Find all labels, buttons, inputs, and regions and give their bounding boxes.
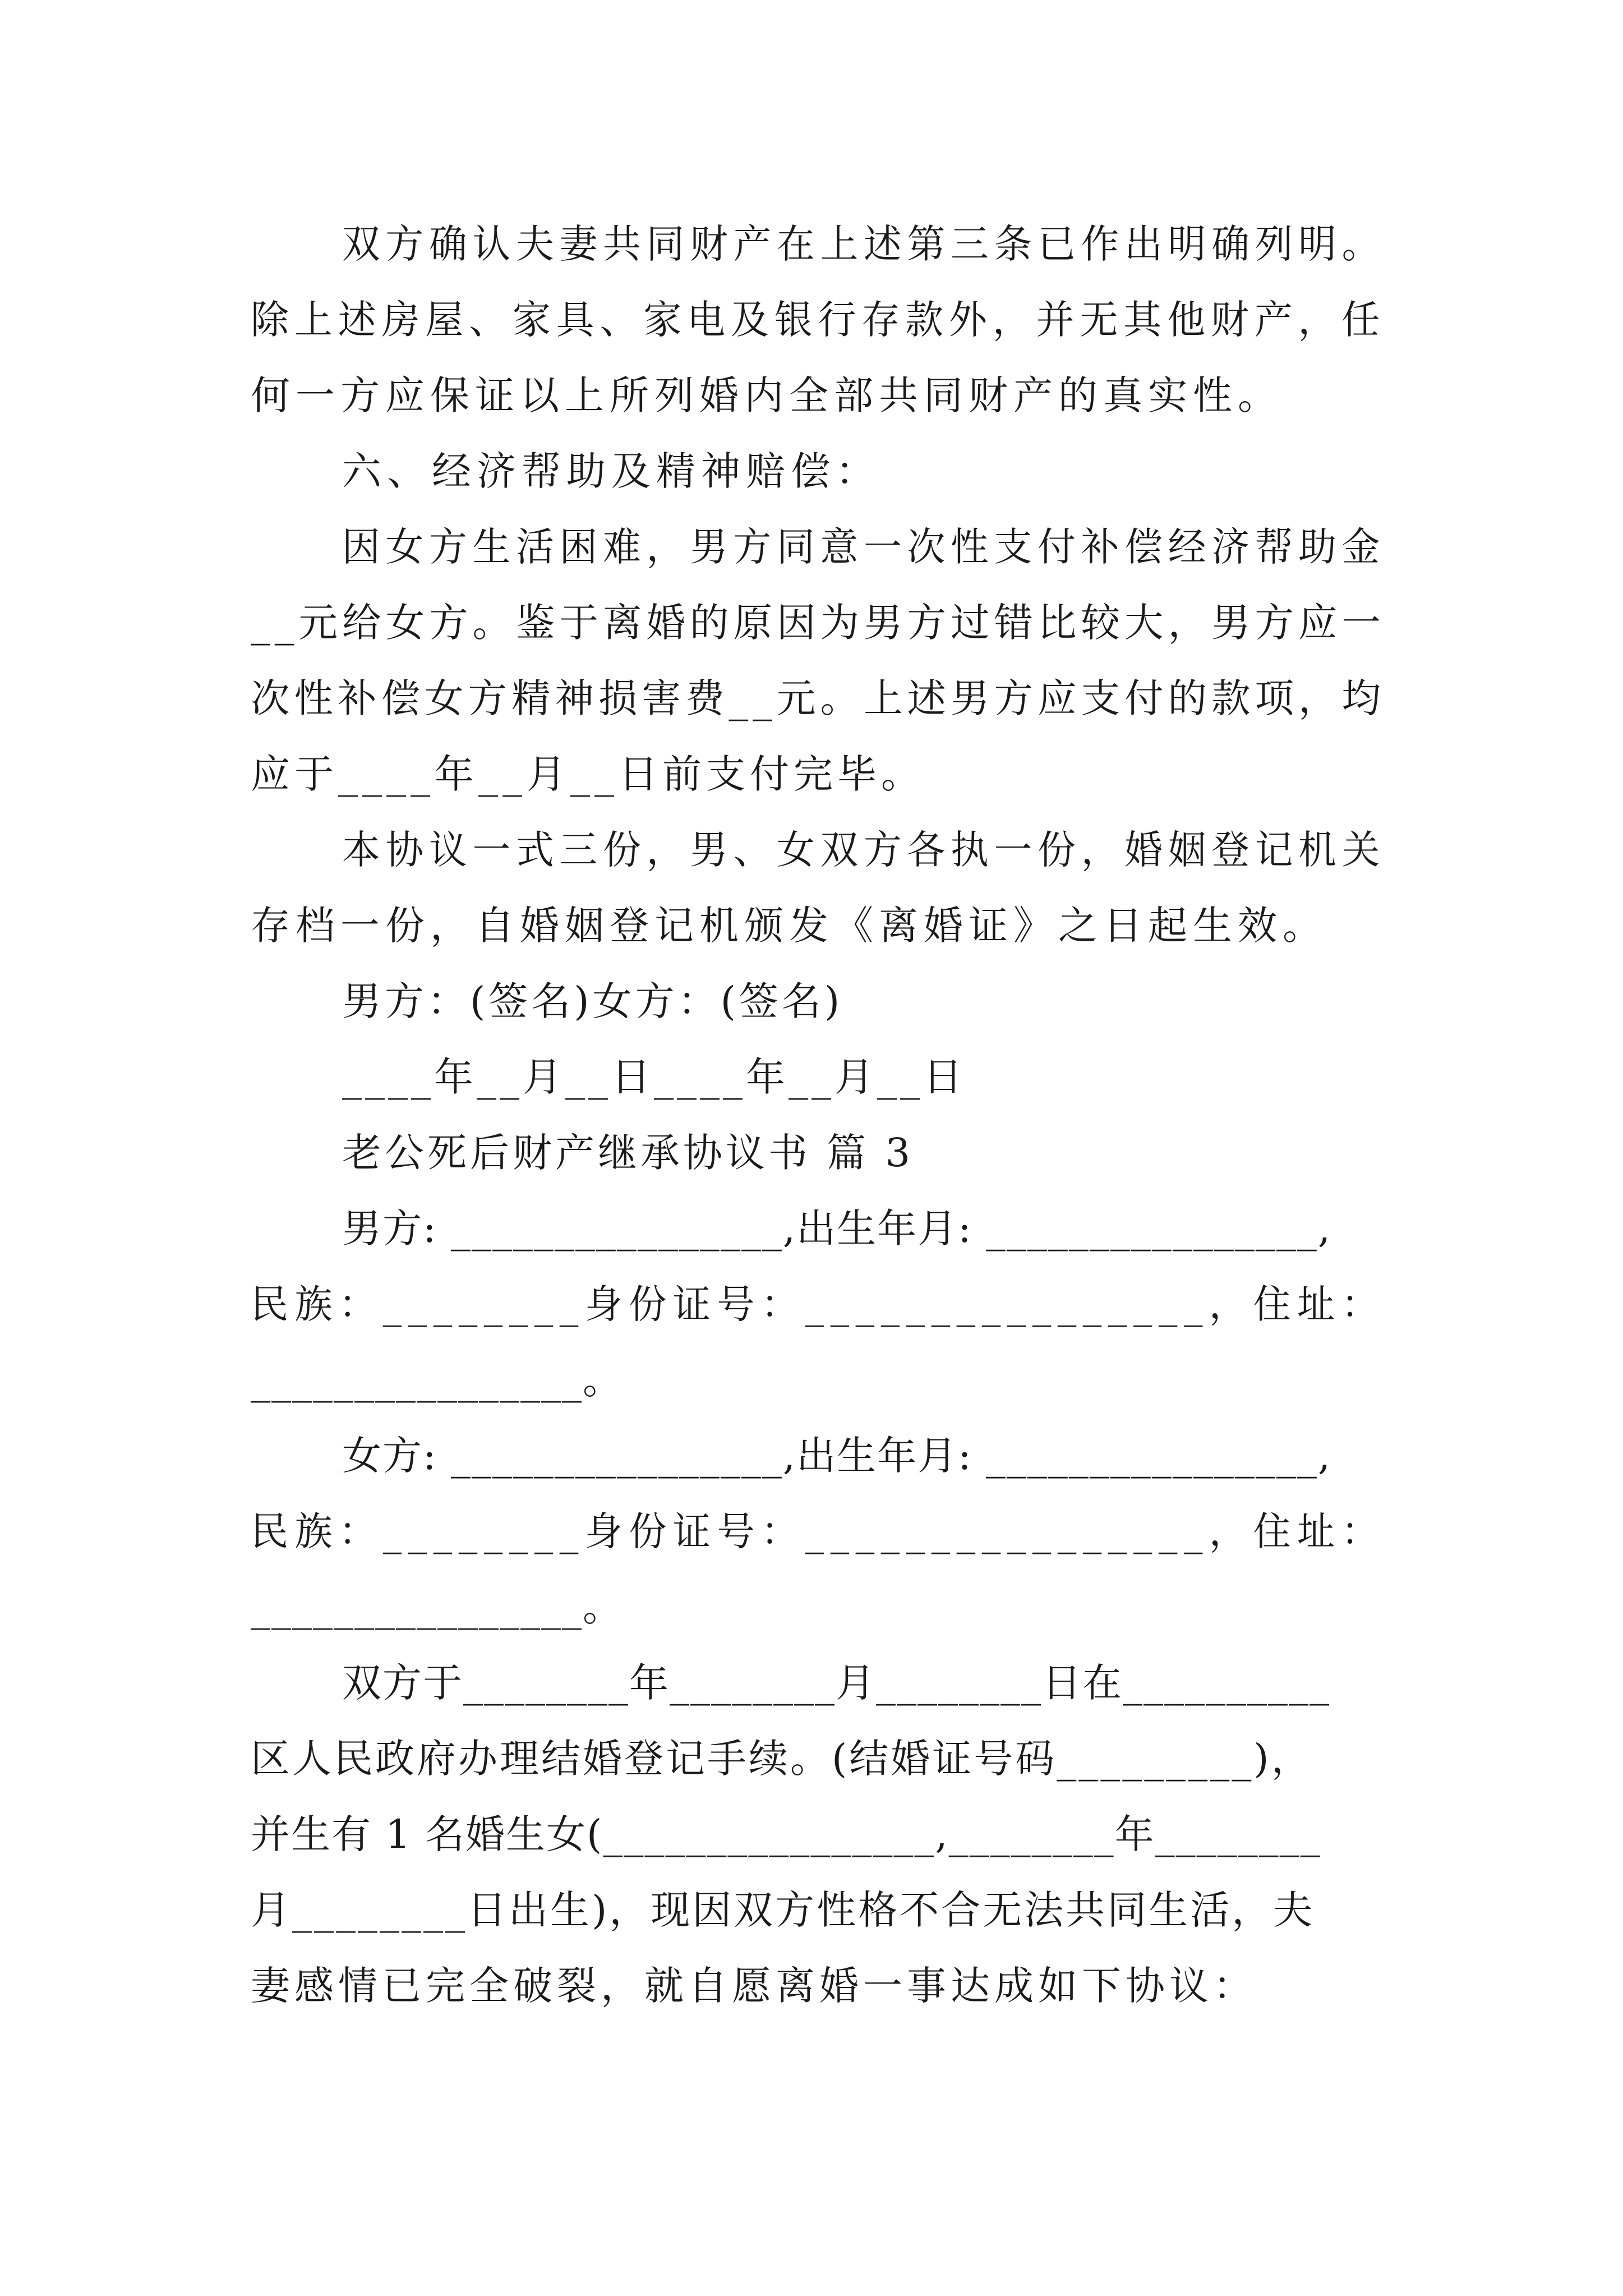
line-text: 何一方应保证以上所列婚内全部共同财产的真实性。 xyxy=(251,372,1283,418)
paragraph-line xyxy=(251,675,1393,721)
paragraph-line xyxy=(342,1660,1330,1706)
form-line xyxy=(251,1281,1435,1327)
line-text: ____年__月__日____年__月__日 xyxy=(342,1054,966,1100)
line-text: 除上述房屋、家具、家电及银行存款外，并无其他财产，任 xyxy=(251,297,1386,343)
form-line-wife xyxy=(342,1433,1332,1479)
line-text: __元给女方。鉴于离婚的原因为男方过错比较大，男方应一 xyxy=(251,600,1385,646)
line-text: 民族：________身份证号：________________，住址： xyxy=(251,1508,1386,1554)
line-text: 并生有 1 名婚生女(________________,________年________ xyxy=(251,1811,1321,1857)
paragraph-line xyxy=(342,221,1419,267)
paragraph-line xyxy=(342,524,1419,570)
line-text: 男方: ________________,出生年月: ________________, xyxy=(342,1205,1332,1251)
paragraph-line xyxy=(251,1736,1313,1782)
line-text: 男方：(签名)女方：(签名) xyxy=(342,978,843,1024)
paragraph-line xyxy=(251,372,1283,418)
form-line xyxy=(251,1584,623,1630)
document-title xyxy=(342,1130,914,1176)
line-text: 双方于________年________月________日在__________ xyxy=(342,1660,1330,1706)
line-text: 应于____年__月__日前支付完毕。 xyxy=(251,751,925,797)
paragraph-line xyxy=(251,903,1327,949)
section-heading xyxy=(342,448,880,494)
line-text: 次性补偿女方精神损害费__元。上述男方应支付的款项，均 xyxy=(251,675,1385,721)
line-text: 民族：________身份证号：________________，住址： xyxy=(251,1281,1386,1327)
paragraph-line xyxy=(251,297,1417,343)
paragraph-line xyxy=(251,1811,1321,1857)
form-line-husband xyxy=(342,1205,1332,1251)
line-text: 双方确认夫妻共同财产在上述第三条已作出明确列明。 xyxy=(342,221,1386,267)
line-text: ________________。 xyxy=(251,1357,623,1403)
line-text: 存档一份，自婚姻登记机颁发《离婚证》之日起生效。 xyxy=(251,903,1327,949)
line-text: 本协议一式三份，男、女双方各执一份，婚姻登记机关 xyxy=(342,827,1386,873)
signature-line xyxy=(342,978,843,1024)
line-text: 老公死后财产继承协议书 篇 3 xyxy=(342,1130,914,1176)
paragraph-line xyxy=(251,600,1393,646)
date-line xyxy=(342,1054,966,1100)
form-line xyxy=(251,1508,1435,1554)
line-text: 妻感情已完全破裂，就自愿离婚一事达成如下协议： xyxy=(251,1963,1257,2009)
line-text: 区人民政府办理结婚登记手续。(结婚证号码_________)， xyxy=(251,1736,1313,1782)
paragraph-line xyxy=(342,827,1419,873)
paragraph-line xyxy=(251,1963,1257,2009)
paragraph-line xyxy=(251,751,925,797)
line-text: ________________。 xyxy=(251,1584,623,1630)
form-line xyxy=(251,1357,623,1403)
line-text: 六、经济帮助及精神赔偿： xyxy=(342,448,880,494)
line-text: 月________日出生)，现因双方性格不合无法共同生活，夫 xyxy=(251,1887,1315,1933)
line-text: 女方: ________________,出生年月: ________________, xyxy=(342,1433,1332,1479)
line-text: 因女方生活困难，男方同意一次性支付补偿经济帮助金 xyxy=(342,524,1386,570)
paragraph-line xyxy=(251,1887,1315,1933)
